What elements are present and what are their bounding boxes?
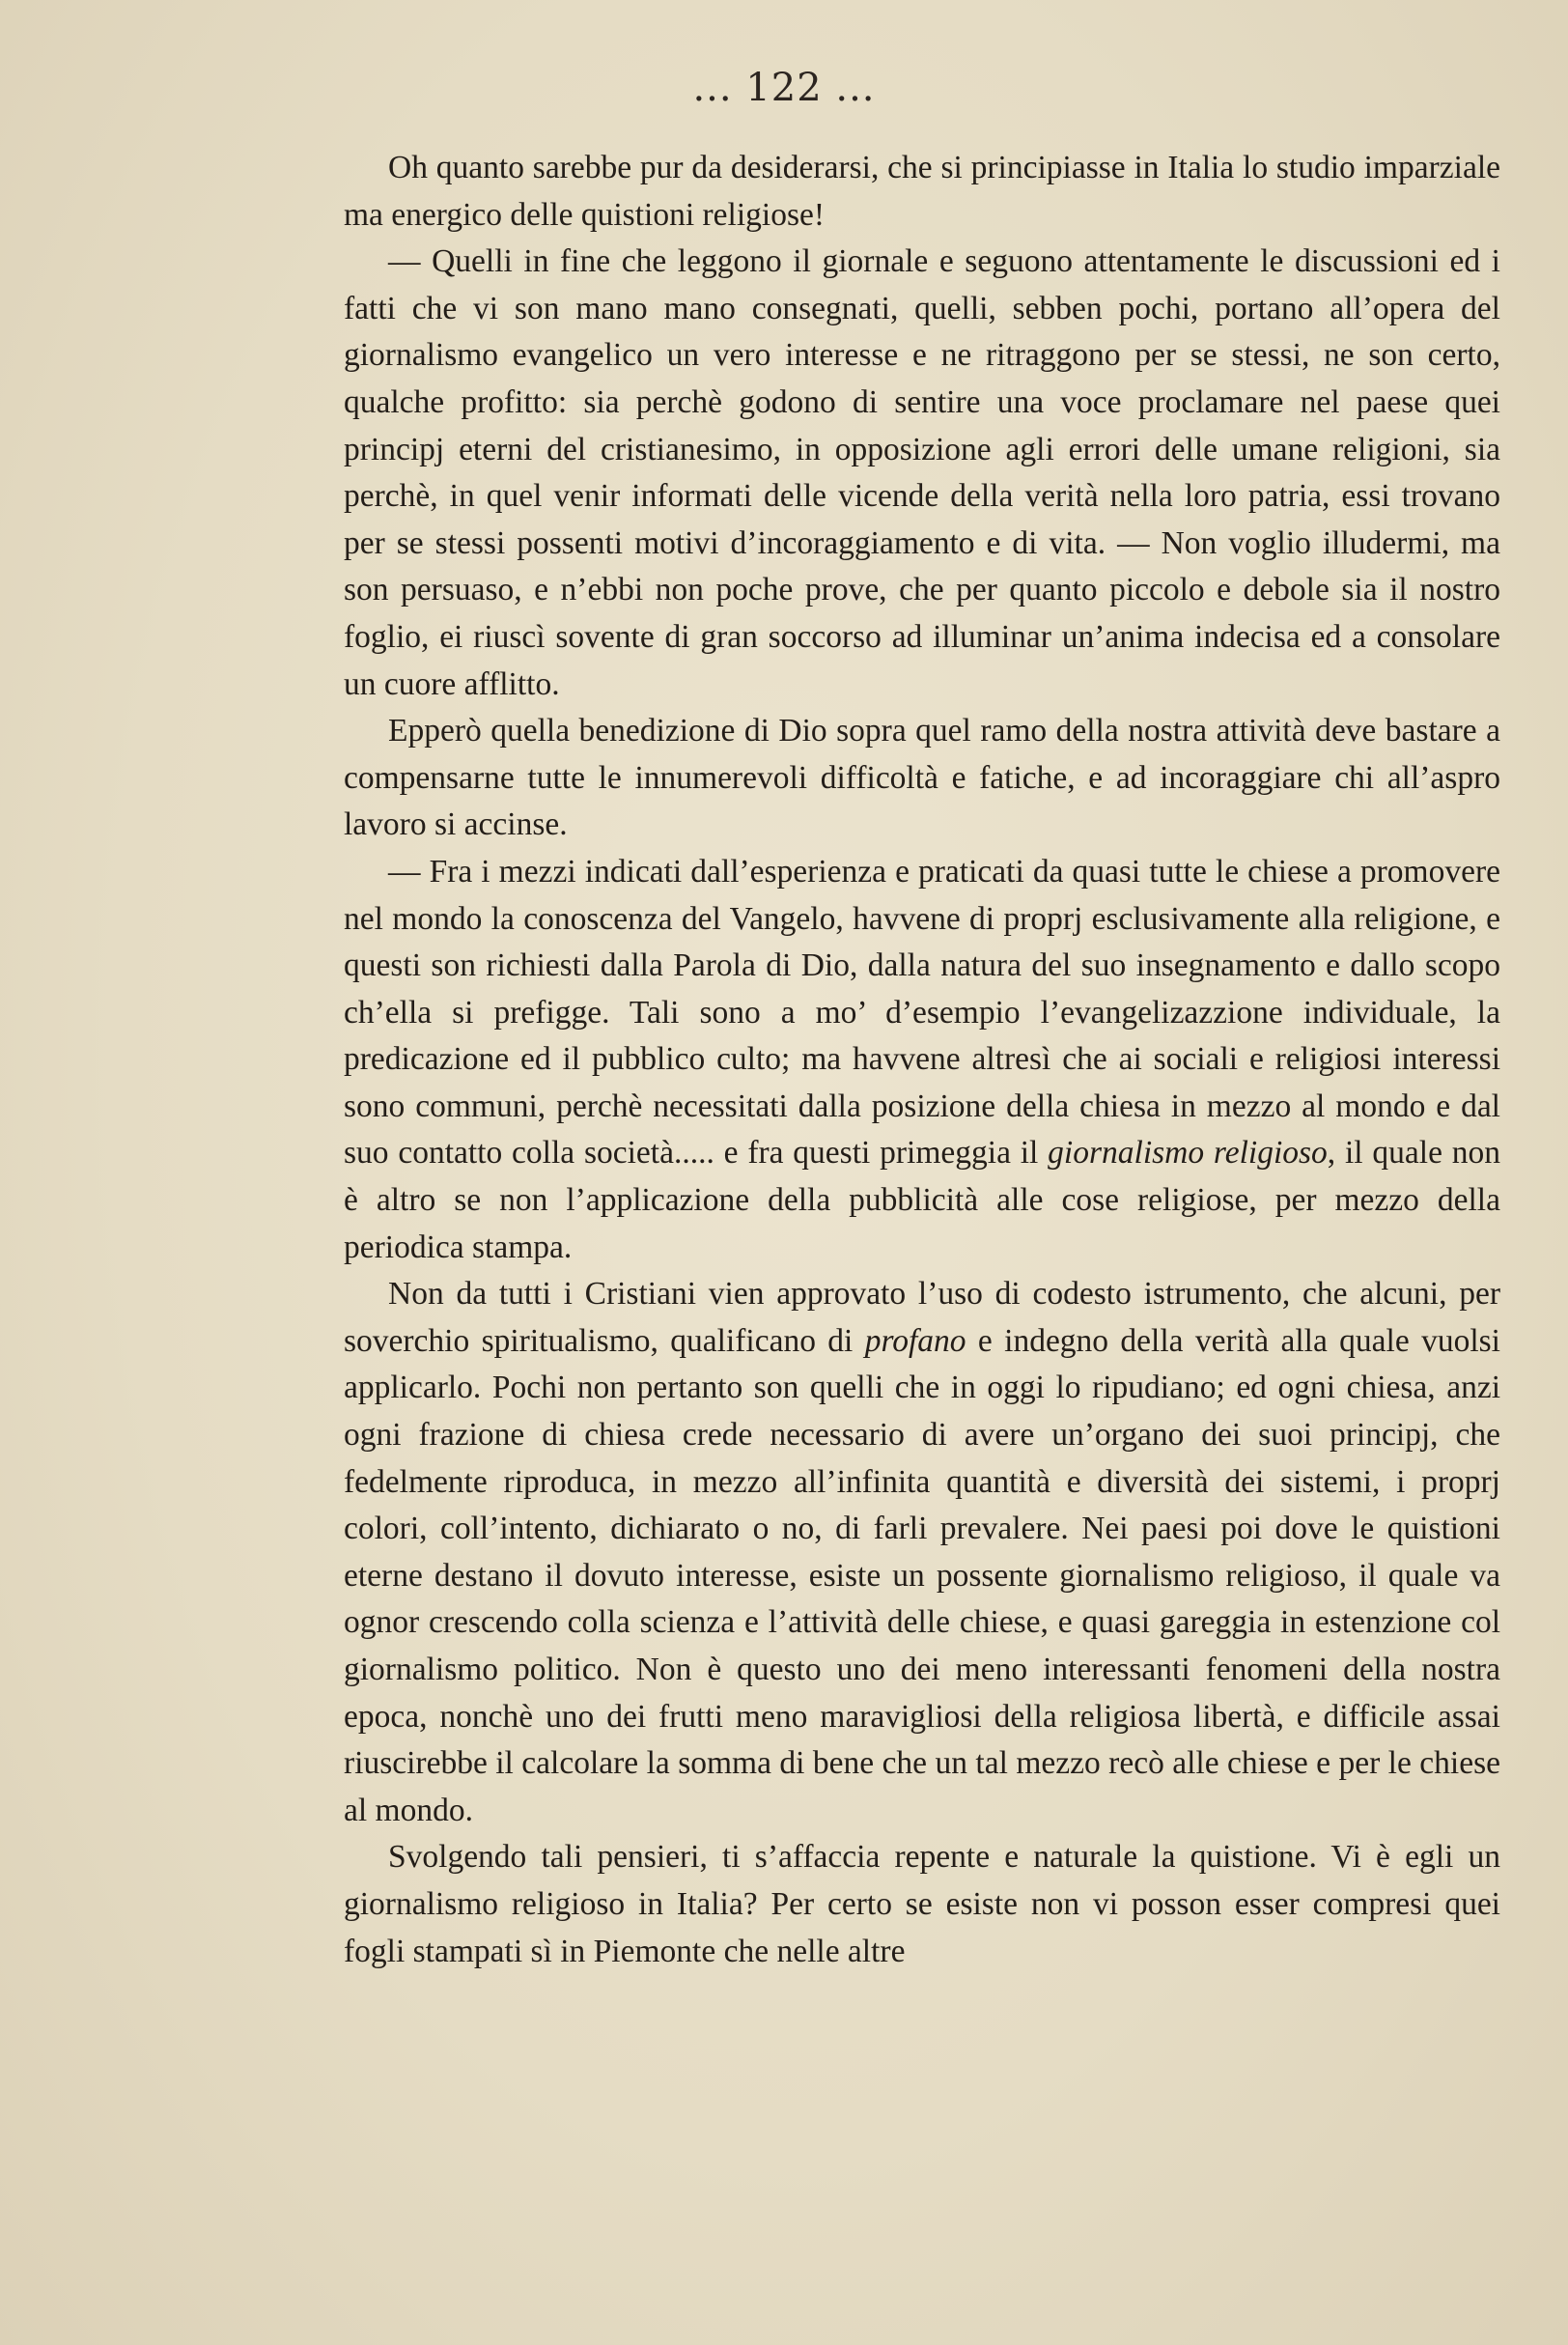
- italic-text-run: giornalismo religioso: [1048, 1135, 1328, 1172]
- text-run: Non da tutti i Cristiani vien approvato l’uso di codesto istrumento, che alcuni, per soverchio spiritualismo, qualificano di: [344, 1276, 1500, 1359]
- paragraph: [344, 1271, 1500, 1834]
- text-run: — Quelli in fine che leggono il giornale e seguono attentamente le discussioni ed i fatti che vi son mano mano consegnati, quelli, sebben pochi, portano all’opera del giornalismo evangelico un vero interesse e ne ritraggono per se stessi, ne son certo, qualche profitto: sia perchè godono di sentire una voce proclamare nel paese quei principj eterni del cristianesimo, in opposizione agli errori delle umane religioni, sia perchè, in quel venir informati delle vicende della verità nella loro patria, essi trovano per se stessi possenti motivi d’incoraggiamento e di vita. — Non voglio illudermi, ma son persuaso, e n’ebbi non poche prove, che per quanto piccolo e debole sia il nostro foglio, ei riuscì sovente di gran soccorso ad illuminar un’anima indecisa ed a consolare un cuore afflitto.: [344, 243, 1500, 702]
- paragraph: [344, 239, 1500, 708]
- text-run: , il quale non è altro se non l’applicazione della pubblicità alle cose religiose, per mezzo della periodica stampa.: [344, 1135, 1500, 1265]
- text-run: — Fra i mezzi indicati dall’esperienza e praticati da quasi tutte le chiese a promovere nel mondo la conoscenza del Vangelo, havvene di proprj esclusivamente alla religione, e questi son richiesti dalla Parola di Dio, dalla natura del suo insegnamento e dallo scopo ch’ella si prefigge. Tali sono a mo’ d’esempio l’evangelizazzione individuale, la predicazione ed il pubblico culto; ma havvene altresì che ai sociali e religiosi interessi sono communi, perchè necessitati dalla posizione della chiesa in mezzo al mondo e dal suo contatto colla società..... e fra questi primeggia il: [344, 853, 1500, 1172]
- body-text: [344, 145, 1500, 1975]
- text-run: Epperò quella benedizione di Dio sopra quel ramo della nostra attività deve bastare a compensarne tutte le innumerevoli difficoltà e fatiche, e ad incoraggiare chi all’aspro lavoro si accinse.: [344, 713, 1500, 843]
- text-run: e indegno della verità alla quale vuolsi applicarlo. Pochi non pertanto son quelli che in oggi lo ripudiano; ed ogni chiesa, anzi ogni frazione di chiesa crede necessario di avere un’organo dei suoi principj, che fedelmente riproduca, in mezzo all’infinita quantità e diversità dei sistemi, i proprj colori, coll’intento, dichiarato o no, di farli prevalere. Nei paesi poi dove le quistioni eterne destano il dovuto interesse, esiste un possente giornalismo religioso, il quale va ognor crescendo colla scienza e l’attività delle chiese, e quasi gareggia in estenzione col giornalismo politico. Non è questo uno dei meno interessanti fenomeni della nostra epoca, nonchè uno dei frutti meno maravigliosi della religiosa libertà, e difficile assai riuscirebbe il calcolare la somma di bene che un tal mezzo recò alle chiese e per le chiese al mondo.: [344, 1322, 1500, 1828]
- page-number: ... 122 ...: [692, 66, 876, 110]
- paragraph: [344, 849, 1500, 1271]
- text-run: Oh quanto sarebbe pur da desiderarsi, che si principiasse in Italia lo studio imparziale ma energico delle quistioni religiose!: [344, 150, 1500, 233]
- paragraph: [344, 1834, 1500, 1975]
- paragraph: [344, 145, 1500, 239]
- italic-text-run: profano: [864, 1322, 966, 1359]
- text-run: Svolgendo tali pensieri, ti s’affaccia repente e naturale la quistione. Vi è egli un giornalismo religioso in Italia? Per certo se esiste non vi posson esser compresi quei fogli stampati sì in Piemonte che nelle altre: [344, 1839, 1500, 1969]
- paragraph: [344, 708, 1500, 849]
